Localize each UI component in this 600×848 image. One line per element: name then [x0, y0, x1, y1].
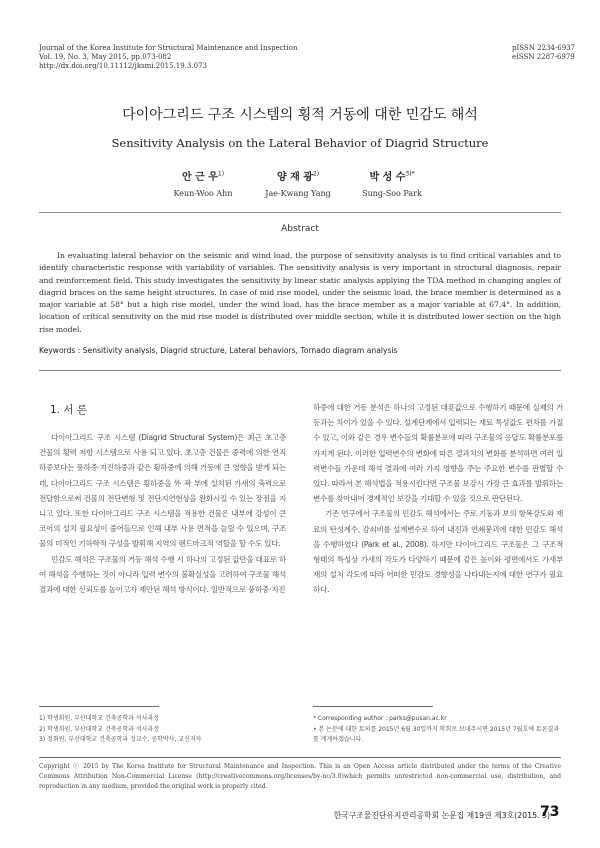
footnotes-left: [39, 714, 289, 746]
paragraph: 다이아그리드 구조 시스템 (Diagrid Structural System)은 최근 초고층 건물의 횡력 저항 시스템으로 사용 되고 있다. 초고층 건물은 중력에 의한 연직하중보다는 풍하중·지진하중과 같은 횡하중에 의해 거동에 큰 영향을 받게 되는데, 다이아그리드 구조 시스템은 횡하중을 外 곽 부에 설치된 가새의 축력으로 전달함으로써 건물의 전단변형 및 전단지연현상을 완화시킬 수 있는 장점을 지니고 있다. 또한 다이아그리드 구조 시스템을 적용한 건물은 내부에 강성이 큰 코어의 설치 필요성이 줄어들므로 인해 내부 사용 면적을 늘릴 수 있으며, 구조물의 미적인 기하학적 구성을 발휘해 지역의 랜드마크적 역할을 할 수도 있다.: [39, 433, 286, 549]
author-2-sup: 2): [312, 170, 320, 178]
author-2-name-ko: 양 재 광: [276, 172, 313, 183]
discussion-note: • 본 논문에 대한 토의를 2015년 6월 30일까지 학회로 보내주시면 2015년 7월호에 토론결과를 게재하겠습니다.: [313, 725, 560, 743]
paragraph: 하중에 대한 거동 분석은 하나의 고정된 대푯값으로 수행하기 때문에 실제의 거동과는 차이가 있을 수 있다. 설계단계에서 입력되는 재료 특성값도 편차를 가질 수 있고, 이와 같은 경우 변수들의 확률분포에 따라 구조물의 응답도 확률분포를 가지게 된다. 이러한 입력변수의 변화에 따른 결과치의 변화를 분석하면 여러 입력변수들 가운데 해석 결과에 여러 가지 영향을 주는 주요한 변수를 판별할 수 있다. 따라서 본 해석법을 적용시킨다면 구조물 보강시 가장 큰 효과를 발휘하는 변수를 찾아내어 경제적인 보강을 기대할 수 있을 것으로 판단된다.: [313, 403, 563, 504]
footnote: 2) 학생회원, 부산대학교 건축공학과 석사과정: [39, 725, 160, 733]
journal-volume: Vol. 19, No. 3, May 2015, pp.073-082: [39, 53, 172, 61]
journal-header: [39, 44, 297, 71]
author-1: [148, 168, 258, 198]
author-2-name-en: Jae-Kwang Yang: [265, 189, 331, 198]
author-3: [337, 168, 447, 198]
paragraph: 기존 연구에서 구조물의 민감도 해석에서는 주로 기둥과 보의 항복강도와 재료의 탄성계수, 감쇠비를 설계변수로 하여 내진과 연쇄붕괴에 대한 민감도 해석을 수행하였다 (Park et al., 2008). 하지만 다이아그리드 구조물은 그 구조적 형태의 특성상 가새의 각도가 다양하기 때문에 같은 높이와 평면에서도 가새부재의 설치 각도에 따라 어떠한 민감도 경향성을 나타내는지에 대한 연구가 필요하다.: [313, 509, 563, 595]
footnote: 3) 정회원, 부산대학교 건축공학과 정교수, 공학박사, 교신저자: [39, 736, 202, 743]
abstract-title: Abstract: [281, 224, 319, 234]
journal-name: Journal of the Korea Institute for Structural Maintenance and Inspection: [39, 44, 298, 52]
abstract-bottom-rule: [39, 370, 561, 371]
footnotes-right: [313, 714, 563, 746]
author-1-name-ko: 안 근 우: [181, 172, 218, 183]
pissn: pISSN 2234-6937: [512, 44, 576, 52]
footnote-rule-right: [313, 706, 433, 707]
body-column-left: [39, 430, 286, 597]
footnote-rule-left: [39, 706, 159, 707]
author-3-sup: 3)*: [405, 170, 415, 178]
author-1-sup: 1): [217, 170, 225, 178]
title-english: Sensitivity Analysis on the Lateral Behavior of Diagrid Structure: [111, 136, 489, 150]
paragraph: 민감도 해석은 구조물의 거동 해석 수행 시 하나의 고정된 값만을 대표로 하여 해석을 수행하는 것이 아니라 입력 변수의 불확실성을 고려하여 구조물 해석 결과에 대한 신뢰도를 높이고자 제안된 해석 방식이다. 일반적으로 풍하중·지진: [39, 554, 286, 595]
keywords: Keywords : Sensitivity analysis, Diagrid structure, Lateral behaviors, Tornado diagram analysis: [39, 346, 398, 355]
section-heading-introduction: 1. 서 론: [50, 404, 87, 416]
author-1-name-en: Keun-Woo Ahn: [173, 189, 233, 198]
eissn: eISSN 2287-6979: [512, 53, 575, 61]
abstract-body: In evaluating lateral behavior on the seismic and wind load, the purpose of sensitivity analysis is to find critical variables and to identify characteristic response with variability of variables. The sensitivity analysis is very important in structural diagnosis, repair and reinforcement field. This study investigates the sensitivity by linear static analysis applying the TDA method in changing angles of diagrid braces on the same height structures. In case of mid rise model, under the seismic load, the brace member is determined as a major variable at 58° but a high rise model, under the wind load, has the brace member as a major variable at 67.4°. In addition, location of critical sensitivity on the mid rise model is distributed over middle section, while it is distributed lower section on the high rise model.: [39, 251, 561, 334]
issn-block: [512, 44, 575, 62]
body-column-right: [313, 400, 563, 598]
corresponding-author: * Corresponding author : parks@pusan.ac.kr: [313, 715, 447, 722]
author-3-name-en: Sung-Soo Park: [362, 189, 422, 198]
title-korean: 다이아그리드 구조 시스템의 횡적 거동에 대한 민감도 해석: [122, 107, 478, 123]
footer-journal: 한국구조물진단유지관리공학회 논문집 제19권 제3호(2015. 5): [333, 811, 550, 820]
copyright-notice: Copyright ⓒ 2015 by The Korea Institute for Structural Maintenance and Inspection. This is an Open Access article distributed under the terms of the Creative Commons Attribution Non-Commercial License (http://creativecommons.org/licenses/by-nc/3.0)which permits unrestricted non-commercial use, distribution, and reproduction in any medium, provided the original work is properly cited.: [39, 763, 561, 790]
page-number: 73: [540, 804, 560, 820]
abstract-top-rule: [39, 212, 561, 213]
journal-doi: http://dx.doi.org/10.11112/jksmi.2015.19.3.073: [39, 62, 207, 70]
footnote: 1) 학생회원, 부산대학교 건축공학과 석사과정: [39, 715, 160, 722]
author-3-name-ko: 박 성 수: [369, 172, 406, 183]
copyright-rule: [39, 757, 561, 758]
